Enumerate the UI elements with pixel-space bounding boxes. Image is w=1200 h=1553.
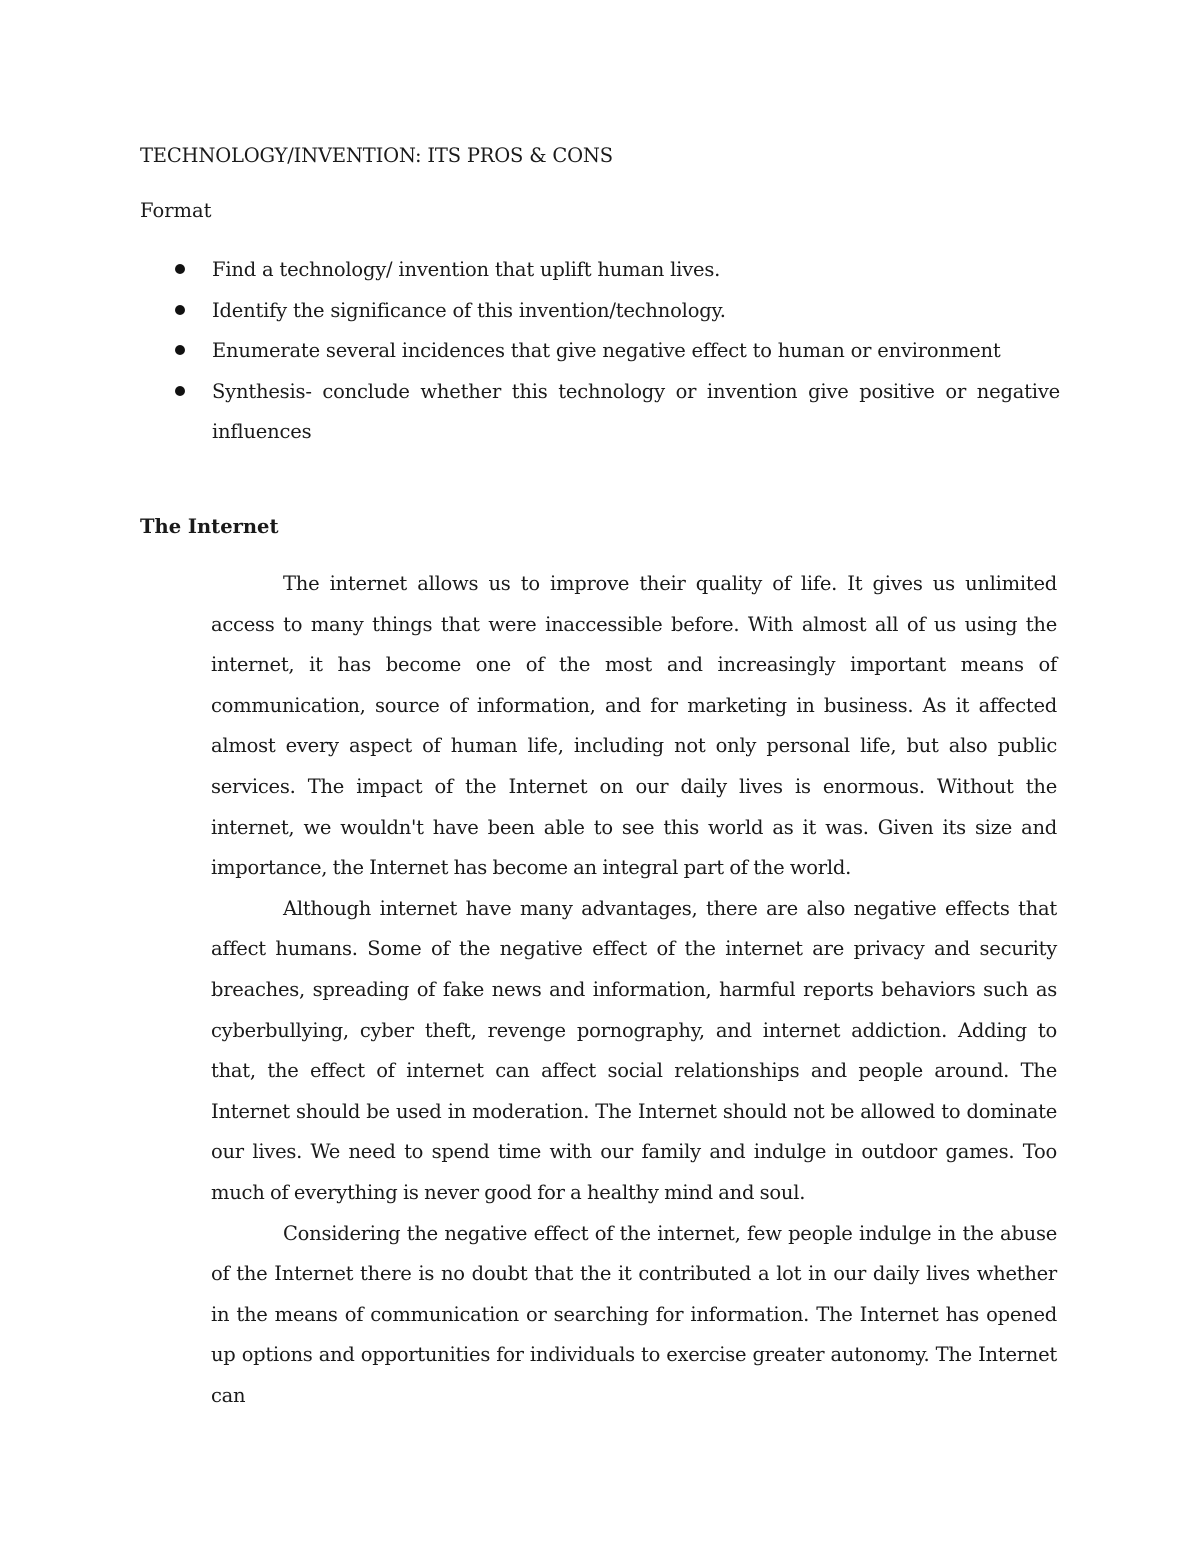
list-item-text: Enumerate several incidences that give negative effect to human or environment: [212, 339, 1001, 362]
list-item: [140, 291, 1060, 332]
paragraph: Considering the negative effect of the internet, few people indulge in the abuse of the Internet there is no doubt that the it contributed a lot in our daily lives whether in the means of communication or searching for information. The Internet has opened up options and opportunities for individuals to exercise greater autonomy. The Internet can: [211, 1221, 1057, 1407]
paragraph: The internet allows us to improve their quality of life. It gives us unlimited access to many things that were inaccessible before. With almost all of us using the internet, it has become one of the most and increasingly important means of communication, source of information, and for marketing in business. As it affected almost every aspect of human life, including not only personal life, but also public services. The impact of the Internet on our daily lives is enormous. Without the internet, we wouldn't have been able to see this world as it was. Given its size and importance, the Internet has become an integral part of the world.: [211, 572, 1057, 880]
document-title: TECHNOLOGY/INVENTION: ITS PROS & CONS: [140, 144, 613, 167]
list-item-text: Identify the significance of this invention/technology.: [212, 298, 726, 322]
list-item: [140, 250, 1060, 291]
body-text: [211, 564, 1057, 1416]
bullet-icon: [175, 386, 185, 396]
list-item-text: Find a technology/ invention that uplift human lives.: [212, 258, 721, 281]
bullet-icon: [175, 264, 185, 274]
list-item: [140, 331, 1060, 372]
bullet-icon: [175, 345, 185, 355]
format-label: Format: [140, 199, 212, 222]
format-list: [140, 250, 1060, 453]
bullet-icon: [175, 305, 185, 315]
section-heading: The Internet: [140, 515, 279, 538]
paragraph: Although internet have many advantages, there are also negative effects that affect humans. Some of the negative effect of the internet are privacy and security breaches, spreading of fake news and information, harmful reports behaviors such as cyberbullying, cyber theft, revenge pornography, and internet addiction. Adding to that, the effect of internet can affect social relationships and people around. The Internet should be used in moderation. The Internet should not be allowed to dominate our lives. We need to spend time with our family and indulge in outdoor games. Too much of everything is never good for a healthy mind and soul.: [211, 896, 1057, 1204]
list-item: [140, 372, 1060, 453]
list-item-text: Synthesis- conclude whether this technology or invention give positive or negative influences: [212, 379, 1060, 443]
